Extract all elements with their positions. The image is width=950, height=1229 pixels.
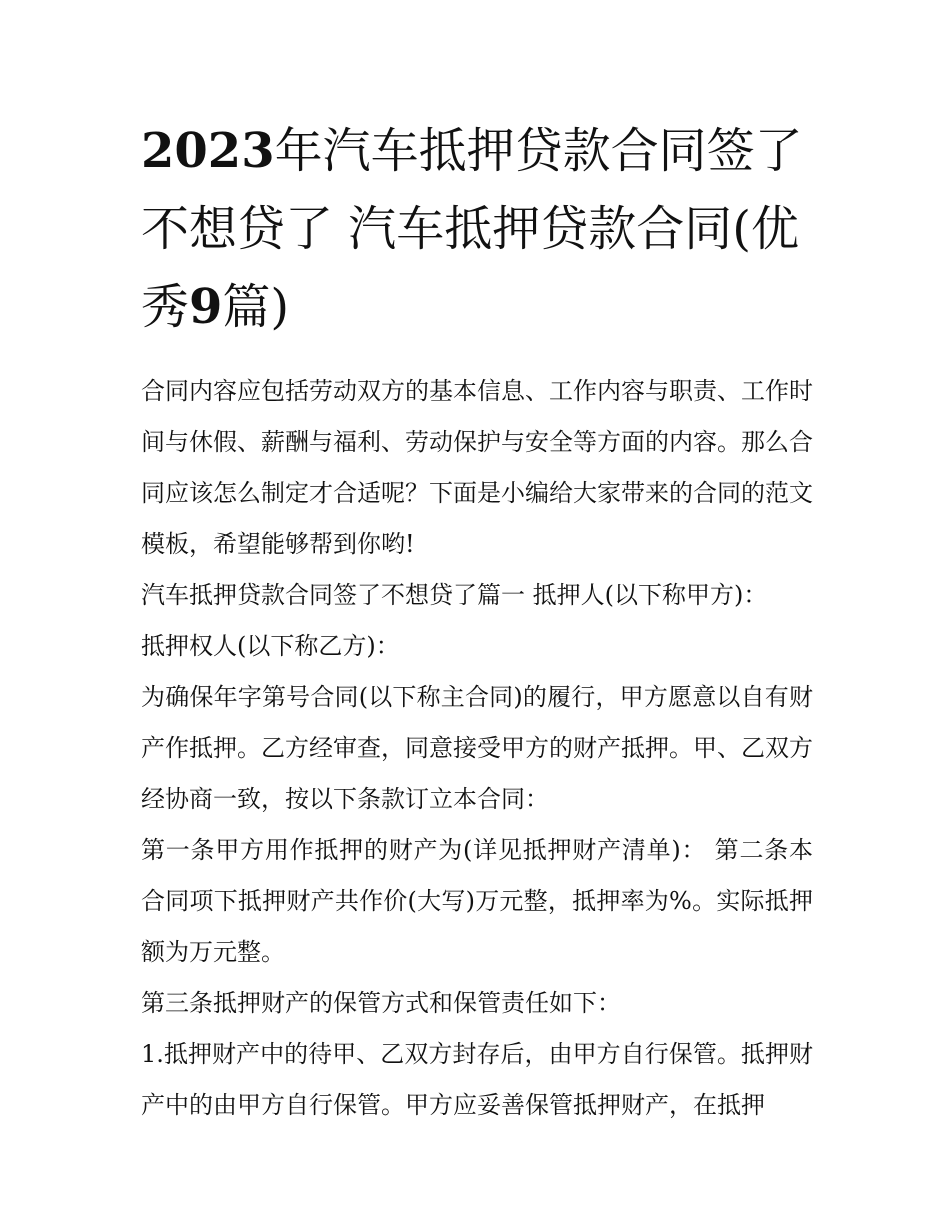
document-page xyxy=(141,112,813,1131)
title-text-part1: 年汽车抵押贷款合同签了不想贷了 汽车抵押贷款合同(优秀 xyxy=(141,123,803,335)
custody-clause-paragraph: 1.抵押财产中的待甲、乙双方封存后，由甲方自行保管。抵押财产中的由甲方自行保管。甲方应妥善保管抵押财产，在抵押 xyxy=(141,1040,813,1119)
title-count: 9 xyxy=(189,279,223,335)
title-year: 2023 xyxy=(141,123,275,179)
contract-heading-paragraph: 汽车抵押贷款合同签了不想贷了篇一 抵押人(以下称甲方)： xyxy=(141,581,768,609)
article-three-paragraph: 第三条抵押财产的保管方式和保管责任如下： xyxy=(141,989,621,1017)
mortgagee-paragraph: 抵押权人(以下称乙方)： xyxy=(141,632,400,660)
article-one-two-paragraph: 第一条甲方用作抵押的财产为(详见抵押财产清单)： 第二条本合同项下抵押财产共作价(大写)万元整，抵押率为%。实际抵押额为万元整。 xyxy=(141,836,813,966)
title-text-part2: 篇) xyxy=(222,279,290,335)
purpose-paragraph: 为确保年字第号合同(以下称主合同)的履行，甲方愿意以自有财产作抵押。乙方经审查，同意接受甲方的财产抵押。甲、乙双方经协商一致，按以下条款订立本合同： xyxy=(141,683,813,813)
document-title xyxy=(141,112,813,346)
intro-paragraph: 合同内容应包括劳动双方的基本信息、工作内容与职责、工作时间与休假、薪酬与福利、劳动保护与安全等方面的内容。那么合同应该怎么制定才合适呢？下面是小编给大家带来的合同的范文模板，希望能够帮到你哟! xyxy=(141,377,813,558)
